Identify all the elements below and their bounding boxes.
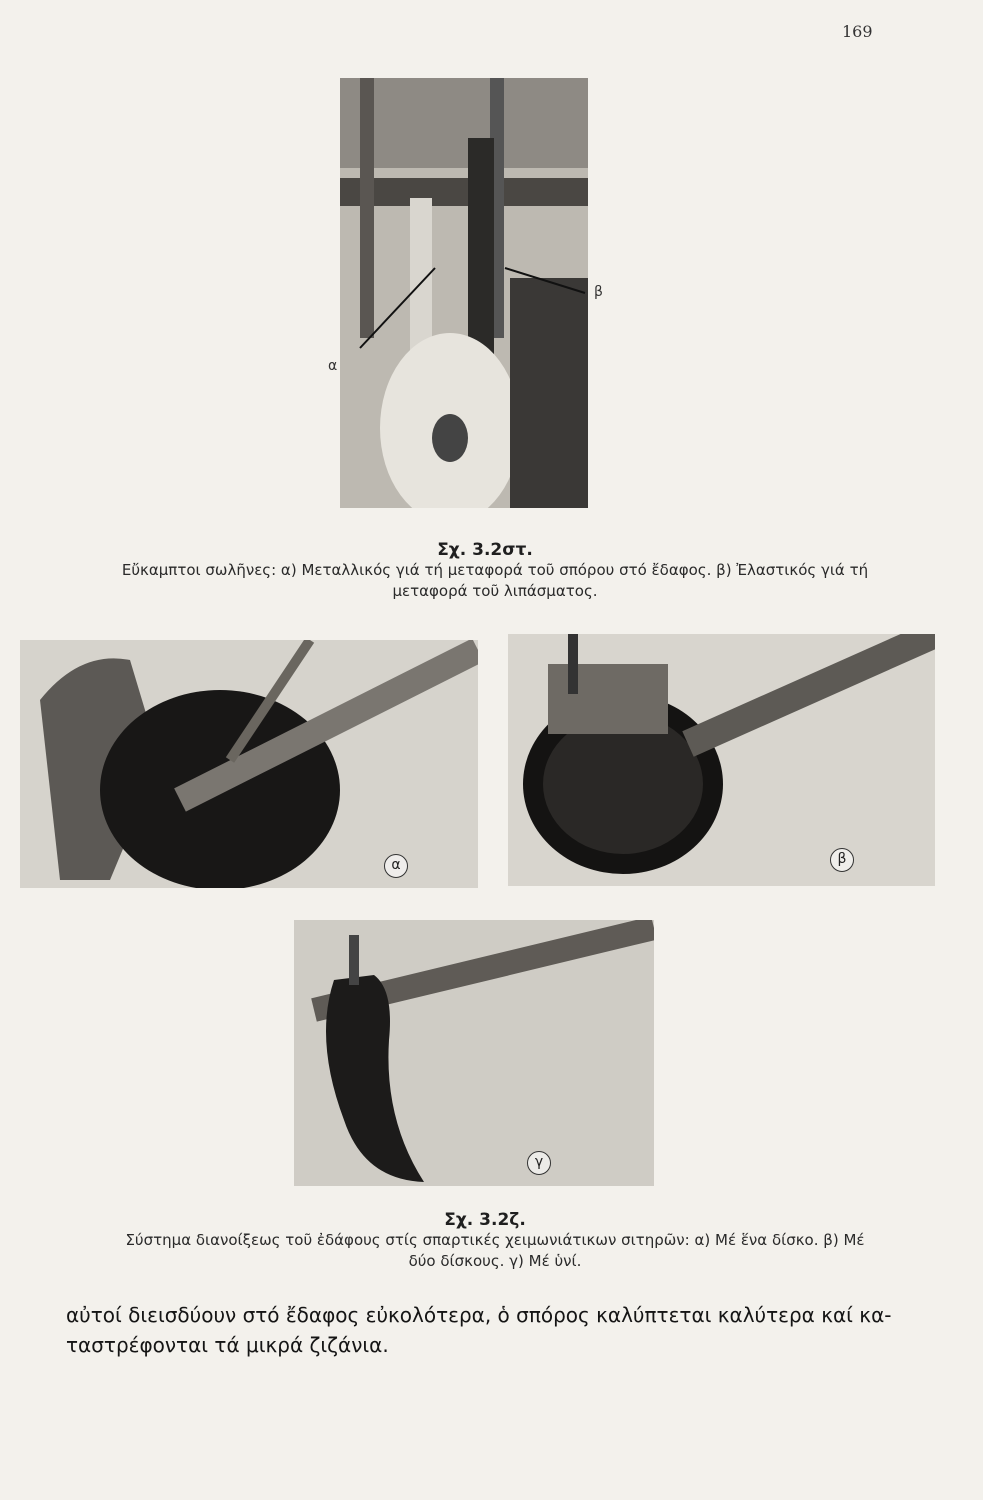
label-a: α: [328, 358, 338, 374]
label-a-circle: α: [384, 854, 408, 878]
figure-caption: [40, 1230, 950, 1272]
double-disc-photo: [508, 634, 935, 886]
figure-title: Σχ. 3.2στ.: [437, 540, 533, 560]
caption-line: Σύστημα διανοίξεως τοῦ ἐδάφους στίς σπαρτικές χειμωνιάτικων σιτηρῶν: α) Μέ ἕνα δίσκο. β) Μέ: [125, 1231, 865, 1249]
seed-drill-tubes-photo: [340, 78, 588, 508]
coulter-photo: [294, 920, 654, 1186]
caption-line: δύο δίσκους. γ) Μέ ὑνί.: [408, 1252, 582, 1270]
label-b: β: [594, 284, 603, 300]
label-g-circle: γ: [527, 1151, 551, 1175]
caption-line: Εὔκαμπτοι σωλῆνες: α) Μεταλλικός γιά τή μεταφορά τοῦ σπόρου στό ἔδαφος. β) Ἐλαστικός γιά τή: [121, 561, 869, 579]
body-line: αὐτοί διεισδύουν στό ἔδαφος εὐκολότερα, ὁ σπόρος καλύπτεται καλύτερα καί κα-: [66, 1303, 892, 1327]
body-paragraph: [66, 1300, 906, 1360]
page-number: 169: [842, 22, 873, 41]
body-line: ταστρέφονται τά μικρά ζιζάνια.: [66, 1333, 389, 1357]
figure-title: Σχ. 3.2ζ.: [444, 1210, 526, 1230]
label-b-circle: β: [830, 848, 854, 872]
figure-caption: [40, 560, 950, 602]
caption-line: μεταφορά τοῦ λιπάσματος.: [392, 582, 598, 600]
single-disc-photo: [20, 640, 478, 888]
